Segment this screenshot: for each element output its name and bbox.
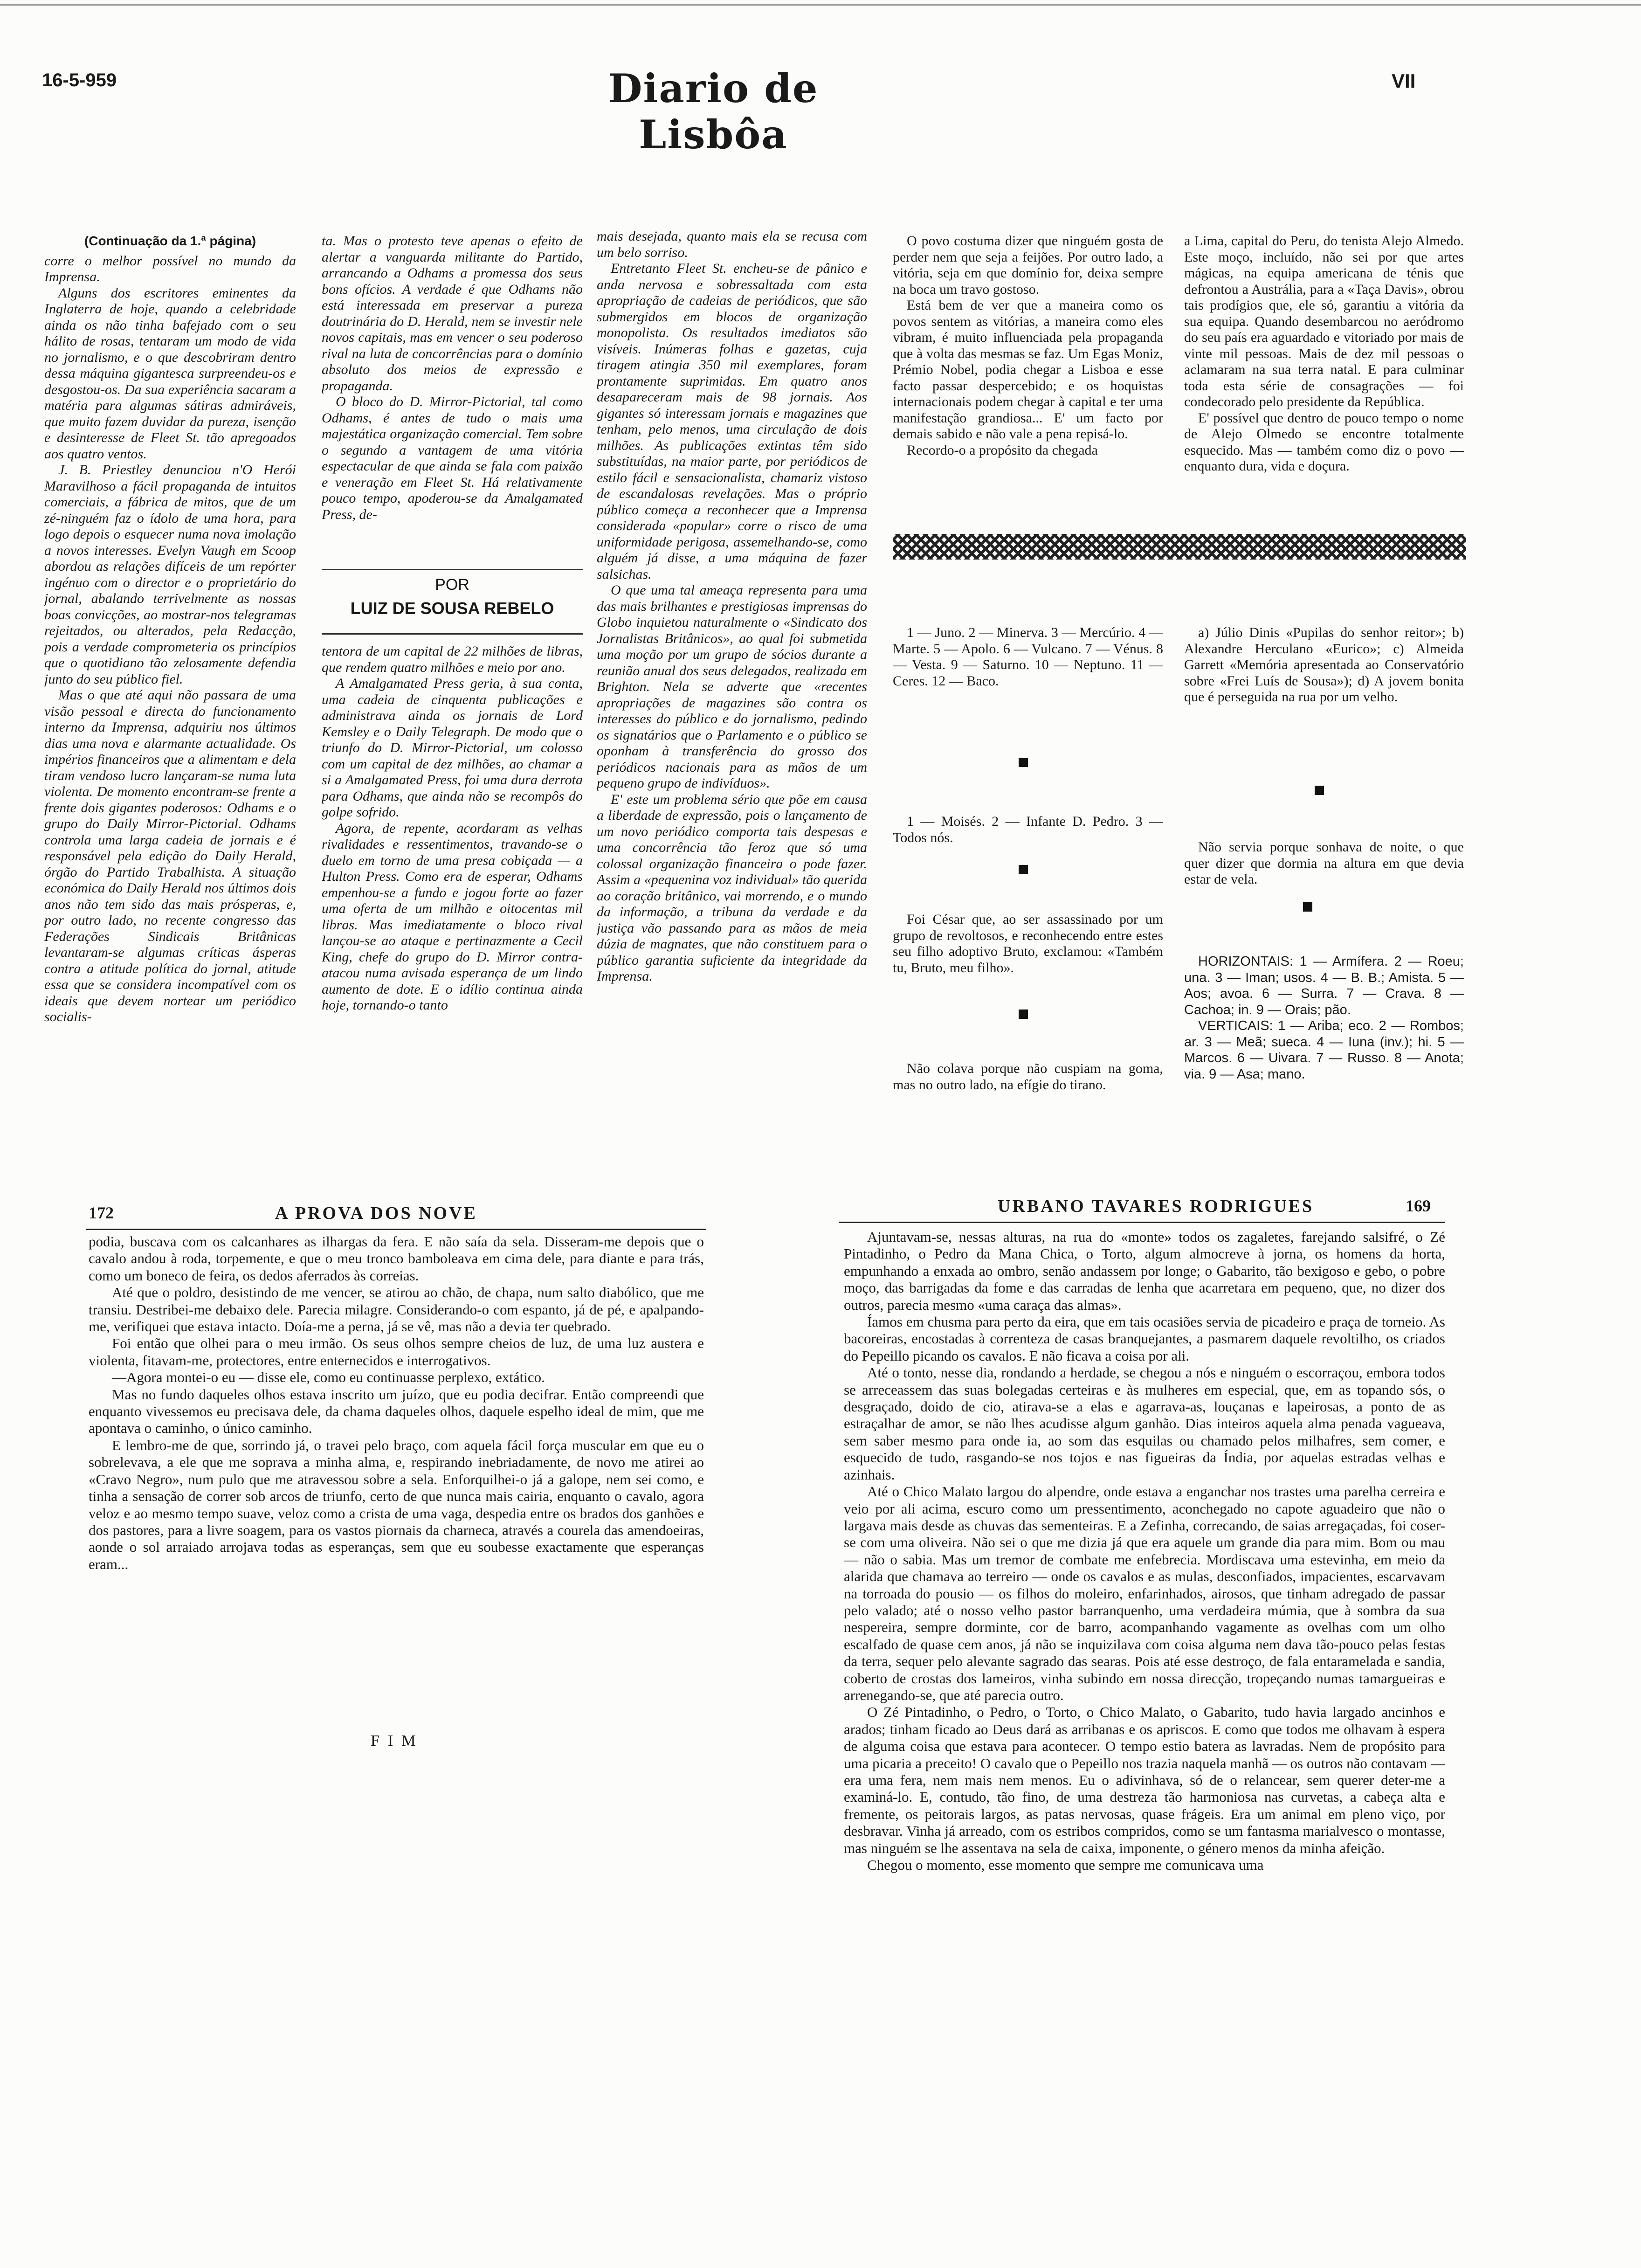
answer-text: Foi César que, ao ser assassinado por um grupo de revoltosos, e reconhecendo entre estes seu filho adoptivo Bruto, exclamou: «Também tu, Bruto, meu filho». xyxy=(893,912,1163,975)
note-paragraph: Recordo-o a propósito da chegada xyxy=(907,442,1098,458)
answer-text: 1 — Moisés. 2 — Infante D. Pedro. 3 — Todos nós. xyxy=(893,814,1163,845)
article-paragraph: O bloco do D. Mirror-Pictorial, tal como Odhams, é antes de tudo o mais uma majestática organização comercial. Tem sobre o segundo a vantagem de uma vitória espectacular de que ainda se fala com paixão e veneração em Fleet St. Há relativamente pouco tempo, apoderou-se da Amalgamated Press, de- xyxy=(322,394,583,522)
answer-block-2 xyxy=(893,814,1163,870)
book-paragraph: Chegou o momento, esse momento que sempre me comunicava uma xyxy=(867,1857,1264,1874)
article-paragraph: J. B. Priestley denunciou n'O Herói Maravilhoso a fácil propaganda de intuitos comerciais, a fábrica de mitos, que de um zé-ninguém faz o ídolo de uma hora, para logo depois o esquecer numa nova imolação a novos interesses. Evelyn Vaugh em Scoop abordou as relações difíceis de um repórter ingénuo com o director e o proprietário do jornal, abalando terrivelmente as nossas boas convicções, ao mostrar-nos telegramas rejeitados, ou alterados, pela Redacção, pois a verdade comprometeria os princípios que o quotidiano tão zelosamente defendia junto do seu público fiel. xyxy=(44,462,296,687)
article-paragraph: mais desejada, quanto mais ela se recusa com um belo sorriso. xyxy=(597,228,867,260)
crossword-vertical: VERTICAIS: 1 — Ariba; eco. 2 — Rombos; ar. 3 — Meã; sueca. 4 — Iuna (inv.); hi. 5 — Marcos. 6 — Uivara. 7 — Russo. 8 — Anota; via. 9 — Asa; mano. xyxy=(1184,1018,1464,1082)
separator-square xyxy=(1019,1010,1028,1019)
answer-block-5 xyxy=(1184,625,1464,783)
answer-block-4 xyxy=(893,1061,1163,1112)
book-paragraph: —Agora montei-o eu — disse ele, como eu continuasse perplexo, extático. xyxy=(112,1369,545,1386)
article-paragraph: E' este um problema sério que põe em causa a liberdade de expressão, pois o lançamento de um novo periódico comporta tais despesas e uma concorrência tão feroz que só uma colossal organização financeira o pode fazer. Assim a «pequenina voz individual» tão querida ao coração britânico, vai morrendo, e o mundo da informação, a tribuna da verdade e da justiça vão passando para as mãos de meia dúzia de magnates, que não constituem para o público garantia suficiente da integridade da Imprensa. xyxy=(597,791,867,984)
separator-square xyxy=(1019,758,1028,767)
book-text-left xyxy=(89,1233,704,1700)
book-page-number-right: 169 xyxy=(1406,1196,1431,1215)
note-paragraph: Está bem de ver que a maneira como os povos sentem as vitórias, a maneira como eles vibram, é muito influenciada pela propaganda que à volta das mesmas se faz. Um Egas Moniz, Prémio Nobel, podia chegar a Lisboa e esse facto passar despercebido; e os hoquistas internacionais podem chegar à capital e ter uma manifestação grandiosa... E' um facto por demais sabido e não vale a pena repisá-lo. xyxy=(893,297,1163,442)
sport-note-column-5 xyxy=(1184,233,1464,532)
note-paragraph: O povo costuma dizer que ninguém gosta de perder nem que seja a feijões. Por outro lado, a vitória, seja em que domínio for, deixa sempre na boca um travo gostoso. xyxy=(893,233,1163,297)
article-paragraph: tentora de um capital de 22 milhões de libras, que rendem quatro milhões e meio por ano. xyxy=(322,643,583,675)
article-paragraph: Entretanto Fleet St. encheu-se de pânico e anda nervosa e sobressaltada com esta apropriação de cadeias de periódicos, que são submergidos em blocos de organização monopolista. Os resultados imediatos são visíveis. Inúmeras folhas e gazetas, cuja tiragem atingia 350 mil exemplares, foram prontamente suprimidas. Em quatro anos desapareceram mais de 98 jornais. Aos gigantes só interessam jornais e magazines que tenham, pelo menos, uma circulação de dois milhões. As publicações extintas têm sido substituídas, na maior parte, por periódicos de estilo fácil e sensacionalista, chamariz vistoso de escandalosas revelações. Mas o próprio público começa a reconhecer que a Imprensa considerada «popular» corre o risco de uma uniformidade perigosa, assemelhando-se, como alguém já disse, a uma máquina de fazer salsichas. xyxy=(597,261,867,582)
crossword-horizontal: HORIZONTAIS: 1 — Armífera. 2 — Roeu; una. 3 — Iman; usos. 4 — B. B.; Amista. 5 — Aos; avoa. 6 — Surra. 7 — Crava. 8 — Cachoa; in. 9 — Orais; pão. xyxy=(1184,954,1464,1017)
article-column-2-top xyxy=(322,233,583,560)
separator-square xyxy=(1315,786,1324,795)
answer-text: Não servia porque sonhava de noite, o que quer dizer que dormia na altura em que devia estar de vela. xyxy=(1184,839,1464,887)
book-paragraph: O Zé Pintadinho, o Pedro, o Torto, o Chico Malato, o Gabarito, tudo havia largado ancinhos e arados; tinham ficado ao Deus dará as arribanas e os apriscos. E como que todos me olhavam à espera de alguma coisa que estava para acontecer. O tempo estio batera as lavradas. Nem de propósito para uma picaria a preceito! O cavalo que o Pepeillo nos trazia naquela manhã — os outros não contavam — era uma fera, nem mais nem menos. Eu o adivinhava, só de o relancear, sem querer deter-me a examiná-lo. E, contudo, tão fino, de uma destreza tão harmoniosa nas curvetas, a cabeça alta e fremente, os peitorais largos, as patas nervosas, quase frágeis. Era um animal em pleno viço, por desbravar. Vinha já arreado, com os estribos compridos, como se um fantasma marialvesco o montasse, mas ninguém se lhe assentava na sela de caixa, imponente, o género menos da minha afeição. xyxy=(844,1704,1445,1856)
answer-text: 1 — Juno. 2 — Minerva. 3 — Mercúrio. 4 — Marte. 5 — Apolo. 6 — Vulcano. 7 — Vénus. 8 — Vesta. 9 — Saturno. 10 — Neptuno. 11 — Ceres. 12 — Baco. xyxy=(893,625,1163,689)
article-column-1 xyxy=(44,233,296,1110)
book-paragraph: Mas no fundo daqueles olhos estava inscrito um juízo, que eu podia decifrar. Então compreendi que enquanto vivessemos eu precisava dele, da chama daqueles olhos, daquele espelho ideal de mim, que me apontava o caminho, o único caminho. xyxy=(89,1386,704,1437)
masthead-title: Diario de Lisbôa xyxy=(608,65,819,158)
page-number: VII xyxy=(1392,70,1416,92)
article-paragraph: A Amalgamated Press geria, à sua conta, uma cadeia de cinquenta publicações e administrava ainda os jornais de Lord Kemsley e o Daily Telegraph. De modo que o triunfo do D. Mirror-Pictorial, um colosso com um capital de dez milhões, ao chamar a si a Amalgamated Press, foi uma dura derrota para Odhams, que ainda não se recompôs do golpe sofrido. xyxy=(322,676,583,820)
article-paragraph: Alguns dos escritores eminentes da Inglaterra de hoje, quando a celebridade ainda os não tinha bafejado com o seu hálito de rosas, tentaram um modo de vida no jornalismo, e o que descobriram dentro dessa máquina gigantesca surpreendeu-os e desgostou-os. Da sua experiência sacaram a matéria para algumas sátiras admiráveis, que muito fazem duvidar da pureza, isenção e desinteresse de Fleet St. tão apregoados aos quatro ventos. xyxy=(44,285,296,462)
book-head-rule-left xyxy=(86,1229,706,1230)
book-paragraph: podia, buscava com os calcanhares as ilhargas da fera. E não saía da sela. Disseram-me depois que o cavalo andou à roda, torpemente, e que o meu tronco bamboleava em cima dele, para diante e para trás, como um boneco de feira, os dedos aferrados às correias. xyxy=(89,1233,704,1284)
book-paragraph: Até o Chico Malato largou do alpendre, onde estava a enganchar nos trastes uma parelha cerreira e veio por ali acima, escuro como um pressentimento, aconchegado no capote aguadeiro que não o largava mais desde as chuvas das sementeiras. E a Zefinha, correcando, de saias arregaçadas, foi coser-se com uma oliveira. Não sei o que me dizia já que era aquele um grande dia para mim. Bom ou mau — não o sabia. Mas um tremor de combate me enfebrecia. Mordiscava uma estevinha, em meio da alarida que chamava ao terreiro — onde os cavalos e as mulas, desconfiados, impacientes, escarvavam na torroada do pousio — os filhos do moleiro, enfarinhados, airosos, que tinham adregado de passar pelo valado; até o nosso velho pastor barranquenho, uma verdadeira múmia, que à sombra da sua nespereira, sempre dorminte, cor de barro, acompanhando vagamente as ovelhas com um olho escalfado de quase cem anos, já não se inquizilava com coisa alguma nem dava tão-pouco pelas festas da terra, sequer pelo alevante sagrado das searas. Pois até esse destroço, de fala entaramelada e sandia, coberto de crostas dos lameiros, vinha subindo em nossa direcção, tropeçando numas tamargueiras e arrenegando-se, que até parecia outro. xyxy=(844,1483,1445,1703)
answer-text: Não colava porque não cuspiam na goma, mas no outro lado, na efígie do tirano. xyxy=(893,1061,1163,1093)
crossword-solution xyxy=(1184,954,1464,1112)
answer-block-1 xyxy=(893,625,1163,746)
article-paragraph: Agora, de repente, acordaram as velhas rivalidades e ressentimentos, travando-se o duelo em torno de uma presa cobiçada — a Hulton Press. Como era de esperar, Odhams empenhou-se a fundo e jogou forte ao fazer uma oferta de um milhão e oitocentas mil libras. Mas imediatamente o bloco rival lançou-se ao ataque e pertinazmente a Cecil King, chefe do grupo do D. Mirror contra-atacou numa avisada esperança de um lindo aumento de dote. E o idílio continua ainda hoje, tornando-o tanto xyxy=(322,820,583,1013)
byline-box xyxy=(322,569,583,635)
answer-block-6 xyxy=(1184,839,1464,909)
book-running-head-left: A PROVA DOS NOVE xyxy=(275,1203,477,1223)
answer-text: a) Júlio Dinis «Pupilas do senhor reitor»; b) Alexandre Herculano «Eurico»; c) Almeida Garrett «Memória apresentada ao Conservatório sobre «Frei Luís de Sousa»); d) A jovem bonita que é perseguida na rua por um velho. xyxy=(1184,625,1464,705)
book-paragraph: Íamos em chusma para perto da eira, que em tais ocasiões servia de picadeiro e praça de torneio. As bacoreiras, encostadas à correnteza de casas branquejantes, a pasmarem daquele revoltilho, os criados do Pepeillo picando os cavalos. E não ficava a coisa por ali. xyxy=(844,1314,1445,1364)
note-paragraph: a Lima, capital do Peru, do tenista Alejo Almedo. Este moço, incluído, não sei por que artes mágicas, na equipa americana de ténis que defrontou a Austrália, para a «Taça Davis», obrou tais prodígios que, ele só, garantiu a vitória da sua equipa. Quando desembarcou no aeródromo do seu país era aguardado e vitoriado por mais de vinte mil pessoas. Mais de dez mil pessoas o aclamaram na sua terra natal. E para culminar toda esta série de consagrações — foi condecorado pelo presidente da República. xyxy=(1184,233,1464,409)
header-rule xyxy=(0,4,1641,6)
book-text-right xyxy=(844,1229,1445,2138)
book-paragraph: Ajuntavam-se, nessas alturas, na rua do «monte» todos os zagaletes, farejando salsifré, o Zé Pintadinho, o Pedro da Mana Chica, o Torto, algum almocreve à jorna, os homens da horta, empunhando a enxada ao ombro, senão andassem por longe; o Gabarito, tão bexigoso e gebo, o pobre moço, das barrigadas da fome e das carradas de lenha que acarretara em pequeno, que, no dizer dos outros, parecia mesmo «uma caraça das almas». xyxy=(844,1229,1445,1313)
article-paragraph: O que uma tal ameaça representa para uma das mais brilhantes e prestigiosas imprensas do Globo inquietou naturalmente o «Sindicato dos Jornalistas Britânicos», ao qual foi submetida uma moção por um grupo de sócios durante a reunião anual dos seus delegados, realizada em Brighton. Nela se adverte que «recentes apropriações de magazines são contra os interesses do público e do jornalismo, pedindo os signatários que o Parlamento e o público se oponham à transferência do grosso dos periódicos nacionais para as mãos de um pequeno grupo de indivíduos». xyxy=(597,582,867,791)
end-mark: FIM xyxy=(371,1732,424,1749)
book-paragraph: Até o tonto, nesse dia, rondando a herdade, se chegou a nós e ninguém o escorraçou, embora todos se arreceassem das suas bolegadas certeiras e às mulheres em especial, que, em as topando sós, o desgraçado, doido de cio, atirava-se a elas e agarrava-as, louçanas e lapeirosas, a ponto de as estraçalhar de amor, se não lhes acudisse algum ganhão. Dias inteiros aquela alma penada vagueava, sem saber mesmo para onde ia, ao som das esquilas ou chamado pelos milhafres, sem comer, e esquecido de tudo, rasgando-se nos tojos e nas figueiras da Índia, por aquelas estradas velhas e azinhais. xyxy=(844,1364,1445,1483)
issue-date: 16-5-959 xyxy=(42,70,117,90)
book-page-number-left: 172 xyxy=(89,1203,114,1222)
article-paragraph: Mas o que até aqui não passara de uma visão pessoal e directa do funcionamento interno da Imprensa, adquiriu nos últimos dias uma nova e alarmante actualidade. Os impérios financeiros que a alimentam e dela tiram vendoso lucro lançaram-se numa luta violenta. De momento encontram-se frente a frente dois gigantes poderosos: Odhams e o grupo do Daily Mirror-Pictorial. Odhams controla uma larga cadeia de jornais e é responsável pela edição do Daily Herald, órgão do Partido Trabalhista. A situação económica do Daily Herald nos últimos dois anos não tem sido das mais prósperas, e, por outro lado, no recente congresso das Federações Sindicais Britânicas levantaram-se algumas críticas ásperas contra a atitude política do jornal, atitude essa que se considera incompatível com os ideais que devem nortear um periódico socialis- xyxy=(44,687,296,1024)
continuation-label: (Continuação da 1.ª página) xyxy=(84,234,256,248)
decorative-border-strip xyxy=(893,534,1466,560)
note-paragraph: E' possível que dentro de pouco tempo o nome de Alejo Olmedo se encontre totalmente esquecido. Mas — também como diz o povo — enquanto dura, vida e doçura. xyxy=(1184,410,1464,474)
article-column-3 xyxy=(597,228,867,1110)
book-paragraph: E lembro-me de que, sorrindo já, o travei pelo braço, com aquela fácil força muscular em que eu o sobrelevava, a ele que me soprava a minha alma, e, respirando inebriadamente, de novo me atirei ao «Cravo Negro», num pulo que me atravessou sobre a sela. Enforquilhei-o já a galope, nem sei como, e tinha a sensação de correr sob arcos de triunfo, certo de que nunca mais cairia, enquanto o cavalo, agora veloz e ao mesmo tempo suave, veloz como a crista de uma vaga, despedia entre os brados dos ganhões e dos pastores, para a livre soagem, para os vastos piornais da charneca, através a courela das amendoeiras, aonde o sol arraiado arrojava todas as esperanças, sem que eu soubesse exactamente que esperanças eram... xyxy=(89,1437,704,1572)
book-running-head-right: URBANO TAVARES RODRIGUES xyxy=(998,1196,1314,1216)
byline-por: POR xyxy=(435,576,469,594)
article-paragraph: corre o melhor possível no mundo da Imprensa. xyxy=(44,253,296,284)
article-paragraph: ta. Mas o protesto teve apenas o efeito de alertar a vanguarda militante do Partido, arrancando a Odhams a promessa dos seus bons ofícios. A verdade é que Odhams não está interessada em preservar a pureza doutrinária do D. Herald, nem se investir nele novos capitais, mas em vencer o seu poderoso rival na luta de concorrências para o domínio absoluto dos meios de expressão e propaganda. xyxy=(322,233,583,394)
separator-square xyxy=(1303,902,1312,912)
byline-author: LUIZ DE SOUSA REBELO xyxy=(350,599,554,618)
separator-square xyxy=(1019,865,1028,874)
sport-note-column-4 xyxy=(893,233,1163,532)
answer-block-3 xyxy=(893,912,1163,1010)
book-head-rule-right xyxy=(839,1222,1445,1223)
article-column-2-bottom xyxy=(322,643,583,1110)
book-paragraph: Foi então que olhei para o meu irmão. Os seus olhos sempre cheios de luz, de uma luz austera e violenta, fitavam-me, protectores, entre enternecidos e interrogativos. xyxy=(89,1335,704,1369)
book-paragraph: Até que o poldro, desistindo de me vencer, se atirou ao chão, de chapa, num salto diabólico, que me transiu. Destribei-me debaixo dele. Parecia milagre. Considerando-o com espanto, já de pé, e apalpando-me, verifiquei que estava intacto. Doía-me a perna, já se vê, mas não a devia ter quebrado. xyxy=(89,1284,704,1335)
